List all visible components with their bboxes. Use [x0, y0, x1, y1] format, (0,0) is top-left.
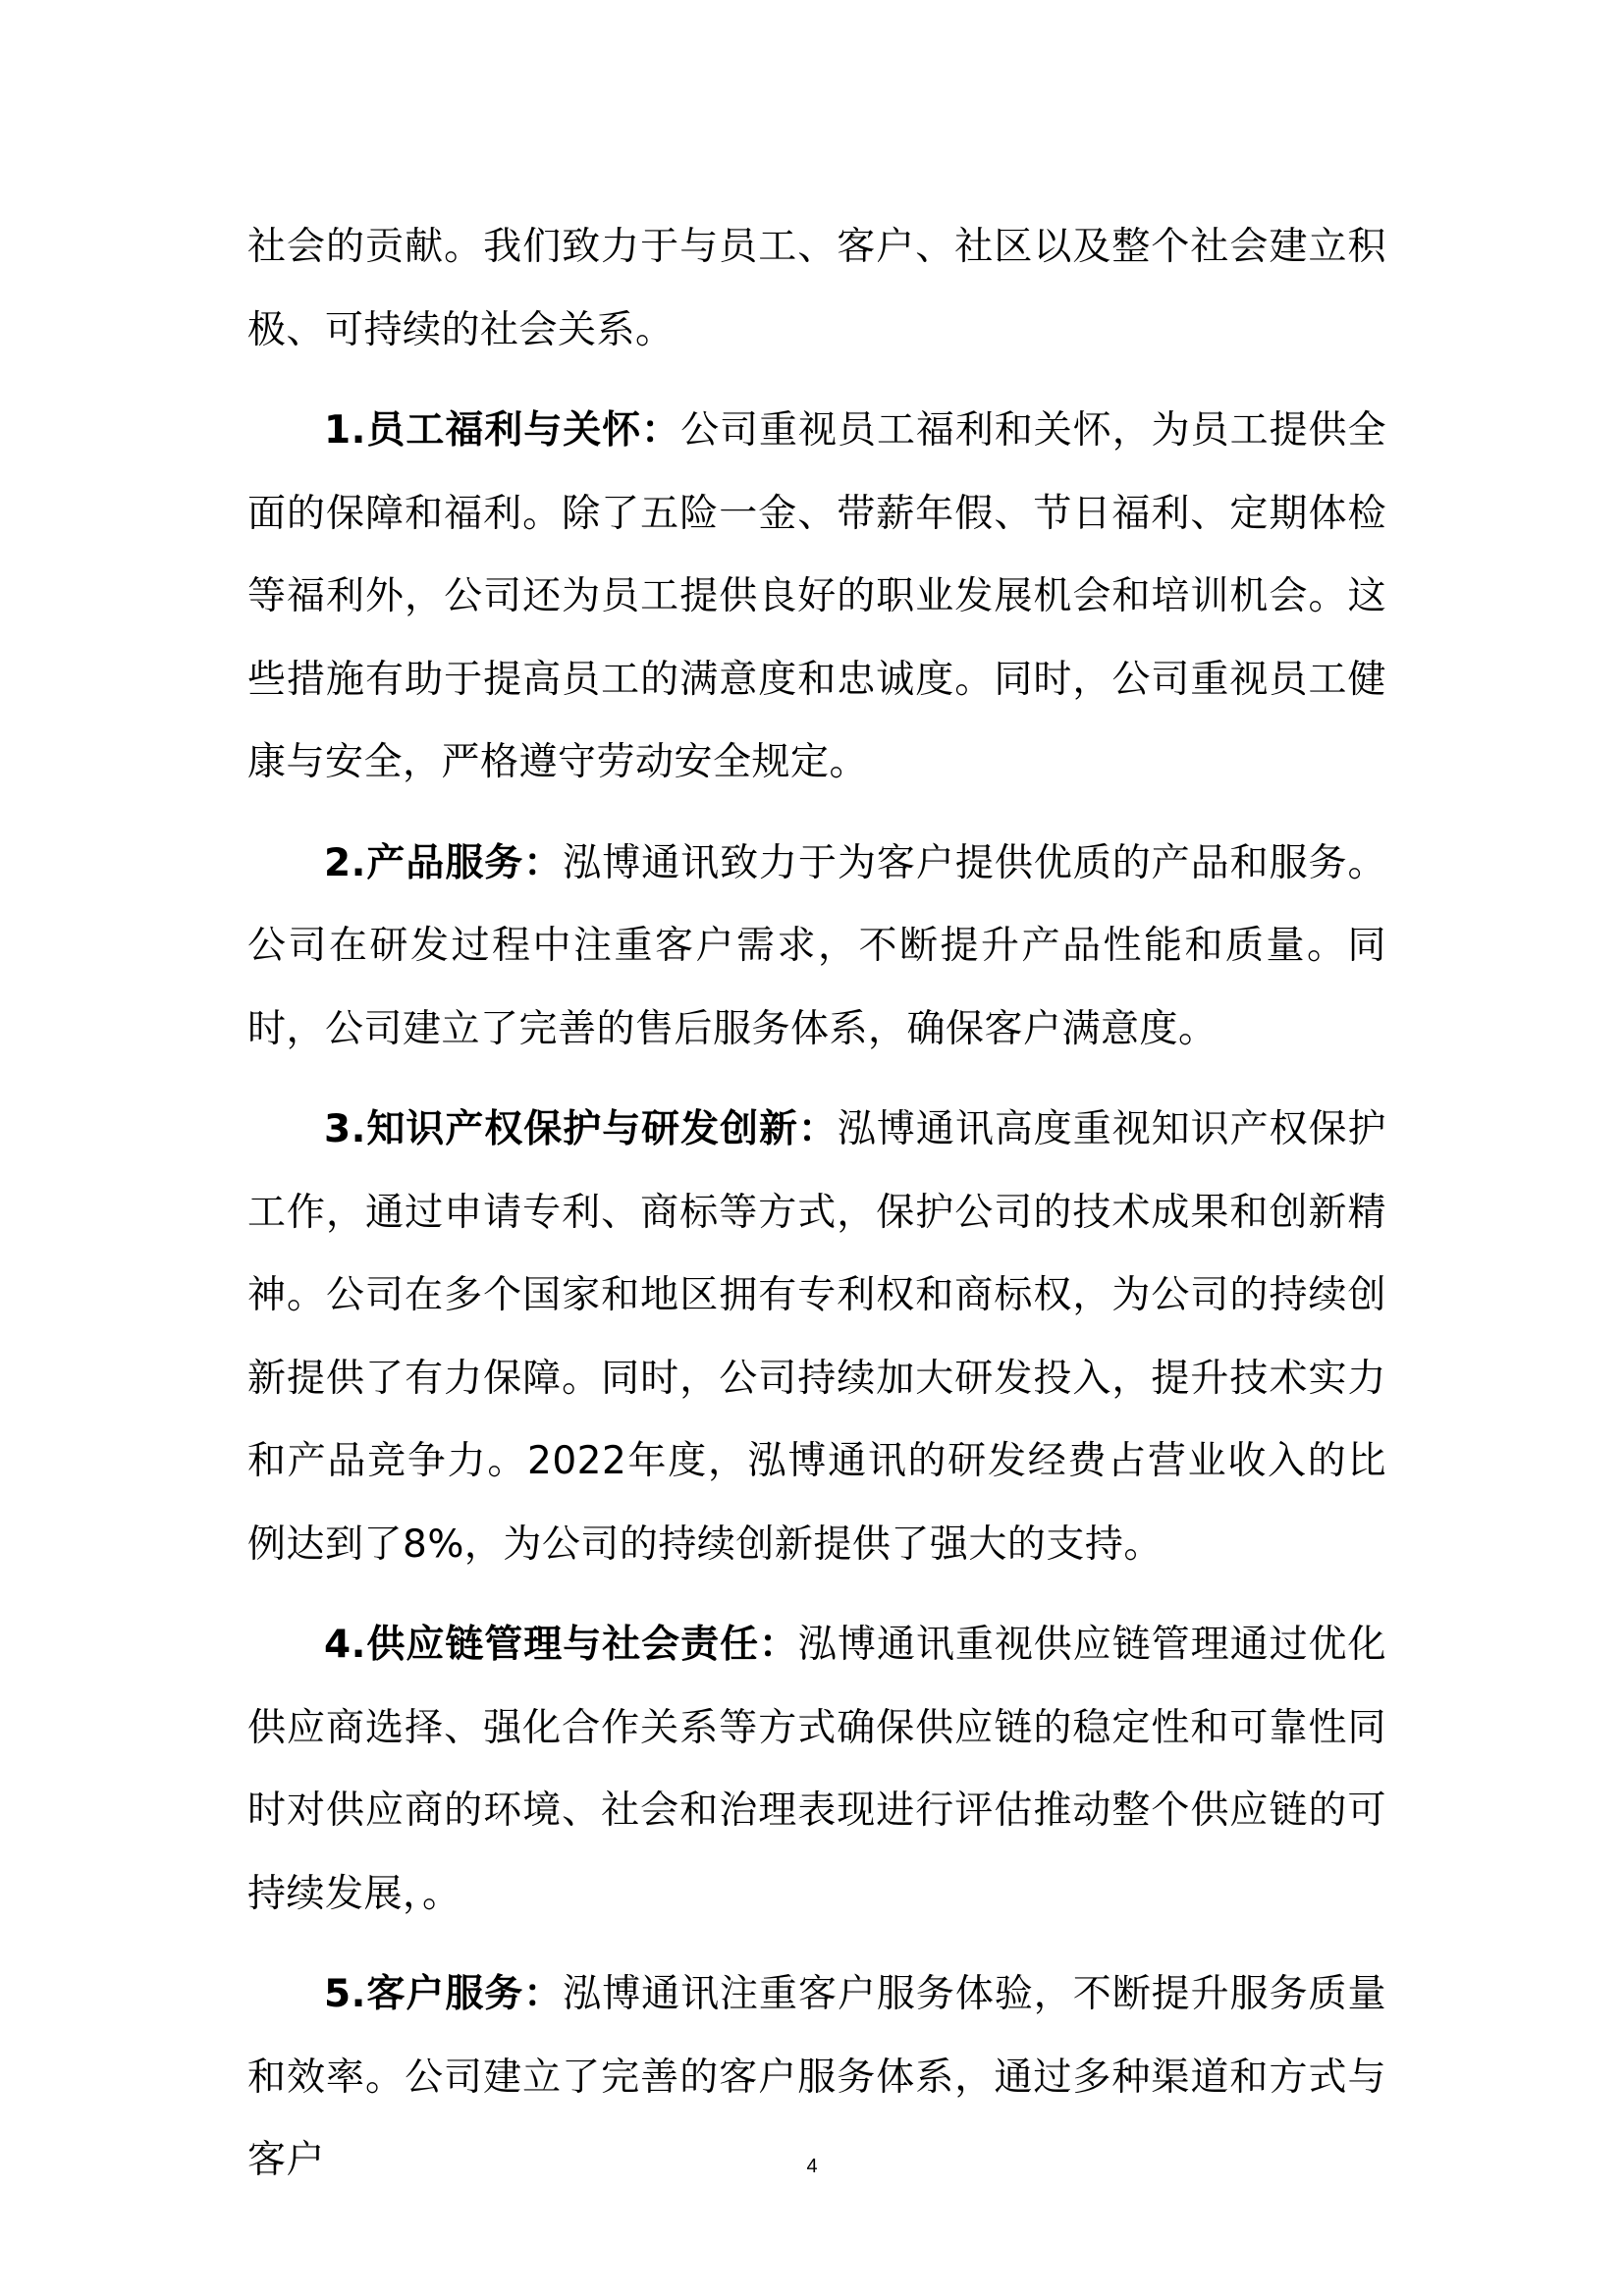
document-body: [247, 206, 1386, 2220]
page-number: 4: [806, 2156, 818, 2177]
paragraph-text: 泓博通讯注重客户服务体验，不断提升服务质量和效率。公司建立了完善的客户服务体系，通过多种渠道和方式与客户: [247, 1972, 1386, 2182]
paragraph-heading: 1.员工福利与关怀：: [324, 408, 681, 453]
paragraph-ip-innovation: [247, 1089, 1386, 1586]
paragraph-product-service: [247, 823, 1386, 1072]
paragraph-text: 泓博通讯致力于为客户提供优质的产品和服务。公司在研发过程中注重客户需求，不断提升产品性能和质量。同时，公司建立了完善的售后服务体系，确保客户满意度。: [247, 840, 1386, 1051]
paragraph-text: 泓博通讯高度重视知识产权保护工作，通过申请专利、商标等方式，保护公司的技术成果和创新精神。公司在多个国家和地区拥有专利权和商标权，为公司的持续创新提供了有力保障。同时，公司持续加大研发投入，提升技术实力和产品竞争力。2022年度，泓博通讯的研发经费占营业收入的比例达到了8%，为公司的持续创新提供了强大的支持。: [247, 1107, 1386, 1567]
paragraph-continuation: [247, 206, 1386, 372]
paragraph-text: 公司重视员工福利和关怀，为员工提供全面的保障和福利。除了五险一金、带薪年假、节日福利、定期体检等福利外，公司还为员工提供良好的职业发展机会和培训机会。这些措施有助于提高员工的满意度和忠诚度。同时，公司重视员工健康与安全，严格遵守劳动安全规定。: [247, 408, 1386, 784]
paragraph-heading: 4.供应链管理与社会责任：: [324, 1623, 799, 1667]
paragraph-heading: 5.客户服务：: [324, 1972, 564, 2016]
paragraph-employee-welfare: [247, 390, 1386, 805]
paragraph-text: 泓博通讯重视供应链管理通过优化供应商选择、强化合作关系等方式确保供应链的稳定性和可靠性同时对供应商的环境、社会和治理表现进行评估推动整个供应链的可持续发展，。: [247, 1623, 1386, 1916]
paragraph-heading: 3.知识产权保护与研发创新：: [324, 1107, 838, 1151]
paragraph-supply-chain: [247, 1604, 1386, 1936]
paragraph-text: 社会的贡献。我们致力于与员工、客户、社区以及整个社会建立积极、可持续的社会关系。: [247, 225, 1386, 352]
paragraph-heading: 2.产品服务：: [324, 840, 564, 885]
